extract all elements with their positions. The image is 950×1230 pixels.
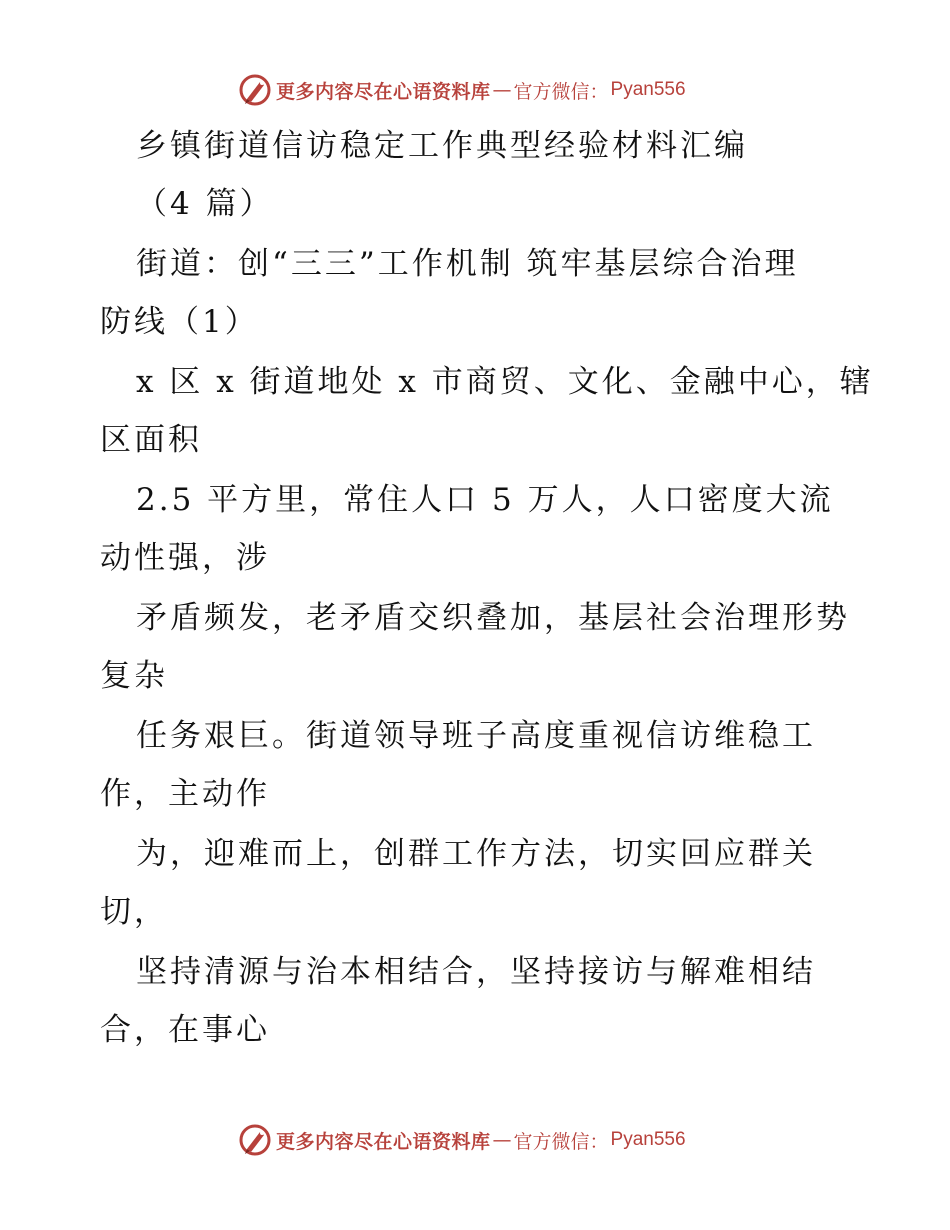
body-line: 动性强，涉	[100, 540, 270, 576]
banner-title: 更多内容尽在心语资料库	[276, 1130, 491, 1153]
body-line: 为，迎难而上，创群工作方法，切实回应群关	[136, 836, 816, 872]
body-line: 区面积	[100, 422, 202, 458]
header-banner	[238, 72, 686, 108]
banner-wechat-label: 官方微信：	[513, 80, 609, 103]
banner-title: 更多内容尽在心语资料库	[276, 80, 491, 103]
body-line: 复杂	[100, 658, 168, 694]
footer-banner	[238, 1122, 686, 1158]
doc-title-line-1: 乡镇街道信访稳定工作典型经验材料汇编	[136, 128, 748, 164]
pen-logo-icon	[238, 1123, 272, 1157]
banner-wechat-id: Pyan556	[610, 79, 686, 100]
body-line: 切，	[100, 894, 168, 930]
pen-logo-icon	[238, 73, 272, 107]
doc-subtitle-line-2: 防线（1）	[100, 304, 259, 340]
body-line: 坚持清源与治本相结合，坚持接访与解难相结	[136, 954, 816, 990]
body-line: x 区 x 街道地处 x 市商贸、文化、金融中心，辖	[136, 364, 874, 400]
banner-dash: —	[492, 1129, 512, 1151]
body-line: 矛盾频发，老矛盾交织叠加，基层社会治理形势	[136, 600, 850, 636]
body-line: 作，主动作	[100, 776, 270, 812]
body-line: 合，在事心	[100, 1012, 270, 1048]
body-line: 2.5 平方里，常住人口 5 万人，人口密度大流	[136, 482, 834, 518]
banner-dash: —	[492, 79, 512, 101]
banner-wechat-label: 官方微信：	[513, 1130, 609, 1153]
body-line: 任务艰巨。街道领导班子高度重视信访维稳工	[136, 718, 816, 754]
banner-wechat-id: Pyan556	[610, 1129, 686, 1150]
doc-subtitle-line-1: 街道：创“三三”工作机制 筑牢基层综合治理	[136, 246, 799, 282]
doc-title-line-2: （4 篇）	[136, 186, 274, 222]
